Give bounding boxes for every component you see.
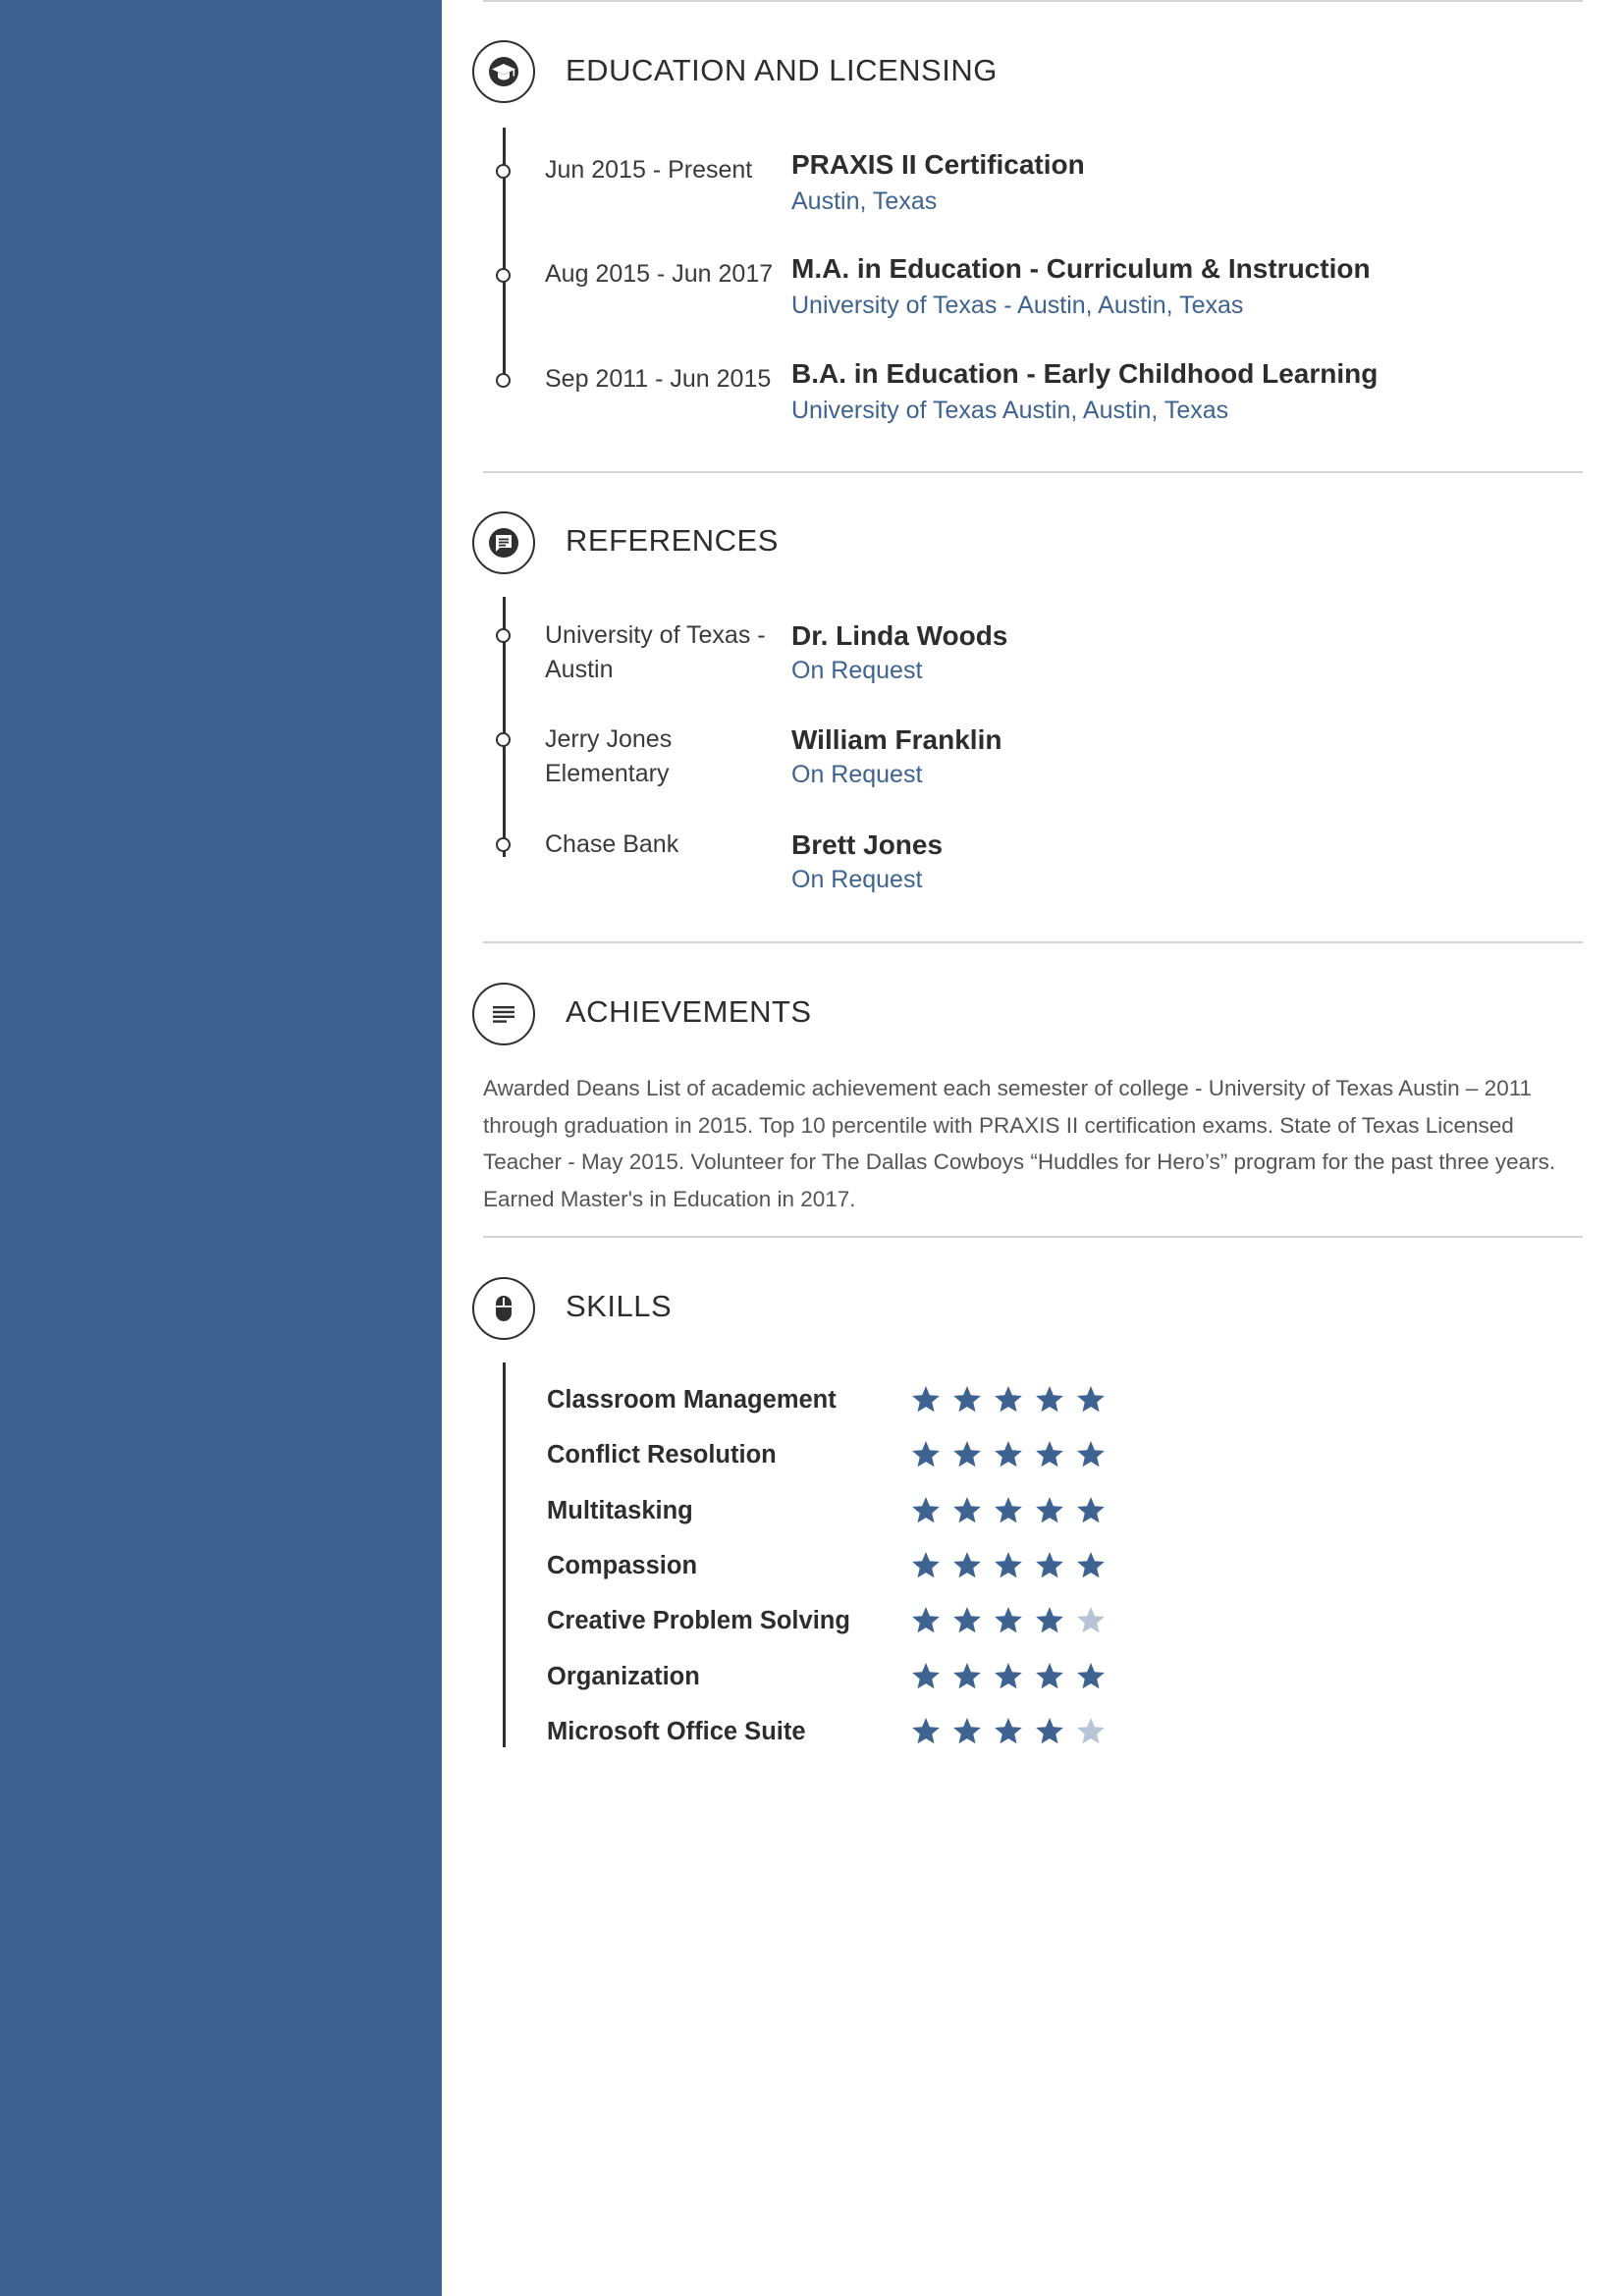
education-location: University of Texas - Austin, Austin, Texas xyxy=(791,292,1244,319)
section-title-skills: SKILLS xyxy=(566,1289,673,1323)
star-filled-icon xyxy=(1075,1550,1107,1581)
star-filled-icon xyxy=(951,1384,983,1415)
section-title-education: EDUCATION AND LICENSING xyxy=(566,53,998,87)
star-filled-icon xyxy=(1075,1384,1107,1415)
star-filled-icon xyxy=(951,1605,983,1636)
star-filled-icon xyxy=(993,1384,1024,1415)
star-filled-icon xyxy=(1034,1550,1065,1581)
skill-rating xyxy=(910,1439,1126,1472)
skill-name: Creative Problem Solving xyxy=(547,1607,850,1635)
skill-row xyxy=(547,1712,1234,1751)
reference-name: Dr. Linda Woods xyxy=(791,620,1008,651)
reference-name: Brett Jones xyxy=(791,829,944,860)
reference-organization: University of Texas - Austin xyxy=(545,621,766,683)
resume-main-column xyxy=(442,0,1623,2296)
star-filled-icon xyxy=(1034,1605,1065,1636)
skill-row xyxy=(547,1435,1234,1474)
skill-name: Multitasking xyxy=(547,1496,693,1524)
education-date: Jun 2015 - Present xyxy=(545,156,753,184)
education-date: Sep 2011 - Jun 2015 xyxy=(545,365,772,393)
star-filled-icon xyxy=(1034,1716,1065,1747)
reference-organization: Chase Bank xyxy=(545,830,679,858)
skill-row xyxy=(547,1546,1234,1585)
skill-name: Organization xyxy=(547,1662,700,1690)
skill-rating xyxy=(910,1605,1126,1638)
section-title-achievements: ACHIEVEMENTS xyxy=(566,994,812,1029)
skill-rating xyxy=(910,1661,1126,1694)
message-icon xyxy=(472,511,535,574)
reference-contact: On Request xyxy=(791,657,923,684)
section-title-references: REFERENCES xyxy=(566,523,779,558)
star-filled-icon xyxy=(1034,1661,1065,1692)
reference-organization: Jerry Jones Elementary xyxy=(545,725,673,787)
skill-rating xyxy=(910,1384,1126,1417)
education-title: B.A. in Education - Early Childhood Learning xyxy=(791,358,1379,389)
star-filled-icon xyxy=(993,1495,1024,1526)
star-filled-icon xyxy=(993,1605,1024,1636)
skill-row xyxy=(547,1657,1234,1696)
star-filled-icon xyxy=(1034,1495,1065,1526)
star-filled-icon xyxy=(993,1550,1024,1581)
star-filled-icon xyxy=(1034,1384,1065,1415)
star-empty-icon xyxy=(1075,1605,1107,1636)
star-filled-icon xyxy=(910,1495,942,1526)
text-lines-icon xyxy=(472,983,535,1045)
mouse-icon xyxy=(472,1277,535,1340)
star-filled-icon xyxy=(910,1605,942,1636)
section-divider xyxy=(483,1236,1583,1238)
timeline-dot xyxy=(496,164,511,179)
skill-name: Microsoft Office Suite xyxy=(547,1717,806,1745)
star-filled-icon xyxy=(951,1661,983,1692)
timeline-dot xyxy=(496,373,511,388)
graduation-cap-icon xyxy=(472,40,535,103)
star-filled-icon xyxy=(993,1716,1024,1747)
star-filled-icon xyxy=(910,1550,942,1581)
achievements-text: Awarded Deans List of academic achievement each semester of college - University of Texas Austin – 2011 through graduation in 2015. Top 10 percentile with PRAXIS II certification exams. State of Texas Licensed Teacher - May 2015. Volunteer for The Dallas Cowboys “Huddles for Hero’s” program for the past three years. Earned Master's in Education in 2017. xyxy=(483,1076,1556,1211)
star-filled-icon xyxy=(951,1439,983,1470)
education-location: Austin, Texas xyxy=(791,187,938,215)
timeline-dot xyxy=(496,837,511,852)
timeline-line xyxy=(503,1362,506,1747)
star-filled-icon xyxy=(1075,1661,1107,1692)
section-divider xyxy=(483,941,1583,943)
star-filled-icon xyxy=(910,1439,942,1470)
sidebar-panel xyxy=(0,0,442,2296)
timeline-dot xyxy=(496,732,511,747)
education-title: PRAXIS II Certification xyxy=(791,149,1085,180)
skill-row xyxy=(547,1601,1234,1640)
timeline-dot xyxy=(496,268,511,283)
skill-name: Conflict Resolution xyxy=(547,1441,777,1469)
reference-contact: On Request xyxy=(791,866,923,893)
star-filled-icon xyxy=(1075,1495,1107,1526)
skill-name: Classroom Management xyxy=(547,1386,837,1414)
education-date: Aug 2015 - Jun 2017 xyxy=(545,260,774,288)
skill-row xyxy=(547,1491,1234,1530)
star-filled-icon xyxy=(993,1661,1024,1692)
skill-name: Compassion xyxy=(547,1551,698,1579)
education-title: M.A. in Education - Curriculum & Instruction xyxy=(791,253,1371,284)
skill-rating xyxy=(910,1716,1126,1749)
skill-rating xyxy=(910,1550,1126,1583)
skill-row xyxy=(547,1380,1234,1419)
education-location: University of Texas Austin, Austin, Texas xyxy=(791,397,1229,424)
star-filled-icon xyxy=(951,1495,983,1526)
star-filled-icon xyxy=(910,1661,942,1692)
star-filled-icon xyxy=(993,1439,1024,1470)
section-divider xyxy=(483,471,1583,473)
star-filled-icon xyxy=(951,1716,983,1747)
star-filled-icon xyxy=(910,1716,942,1747)
reference-name: William Franklin xyxy=(791,724,1002,755)
star-filled-icon xyxy=(1075,1439,1107,1470)
section-divider xyxy=(483,0,1583,2)
star-filled-icon xyxy=(910,1384,942,1415)
reference-contact: On Request xyxy=(791,761,923,788)
star-filled-icon xyxy=(951,1550,983,1581)
star-empty-icon xyxy=(1075,1716,1107,1747)
skill-rating xyxy=(910,1495,1126,1528)
timeline-dot xyxy=(496,628,511,643)
star-filled-icon xyxy=(1034,1439,1065,1470)
